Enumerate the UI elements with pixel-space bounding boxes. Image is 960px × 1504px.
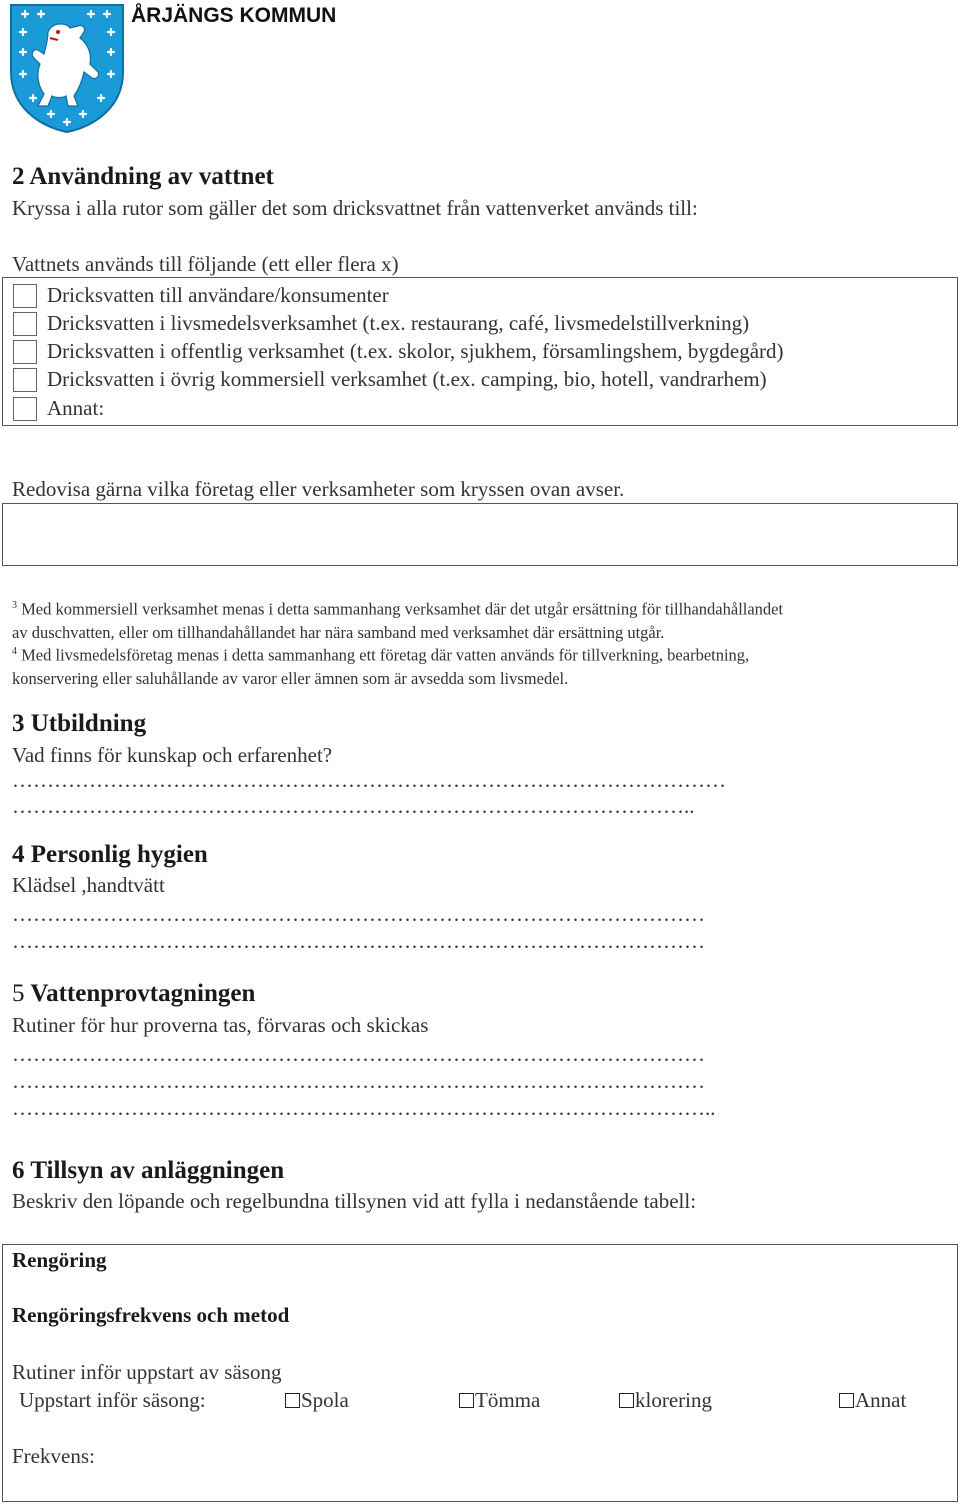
option-label: Spola <box>301 1388 349 1412</box>
section-number: 5 <box>12 980 25 1007</box>
section-title: Användning av vattnet <box>29 163 274 190</box>
section-number: 6 <box>12 1157 25 1184</box>
footnote-4 <box>12 640 749 690</box>
startup-option-spola[interactable] <box>285 1388 349 1413</box>
municipality-name: ÅRJÄNGS KOMMUN <box>131 4 337 27</box>
option-label: Dricksvatten i övrig kommersiell verksamhet (t.ex. camping, bio, hotell, vandrarhem) <box>47 367 767 391</box>
companies-prompt: Redovisa gärna vilka företag eller verksamheter som kryssen ovan avser. <box>12 477 625 501</box>
answer-line[interactable]: ………………………………………………………………………………………… <box>12 768 726 792</box>
option-label: Annat: <box>47 396 105 420</box>
startup-option-klorering[interactable] <box>619 1388 712 1413</box>
section-2-heading <box>12 163 274 191</box>
option-label: Dricksvatten i livsmedelsverksamhet (t.ex. restaurang, café, livsmedelstillverkning) <box>47 311 750 335</box>
section-4-question: Klädsel ,handtvätt <box>12 873 165 897</box>
companies-input[interactable] <box>2 503 958 566</box>
section-number: 4 <box>12 841 25 868</box>
coat-of-arms-logo <box>8 2 126 134</box>
section-title: Personlig hygien <box>30 841 208 868</box>
section-title: Vattenprovtagningen <box>30 980 256 1007</box>
checkbox[interactable] <box>285 1393 300 1408</box>
section-number: 2 <box>12 163 25 190</box>
answer-line[interactable]: …………………………………………………………………………………….. <box>12 794 695 818</box>
footnote-text-line1: Med livsmedelsföretag menas i detta sammanhang ett företag där vatten används för tillverkning, bearbetning, <box>21 645 750 665</box>
section-6-intro: Beskriv den löpande och regelbundna tillsynen vid att fylla i nedanstående tabell: <box>12 1189 697 1213</box>
answer-line[interactable]: ……………………………………………………………………………………… <box>12 1042 705 1066</box>
section-title: Tillsyn av anläggningen <box>30 1157 285 1184</box>
frequency-label: Frekvens: <box>12 1444 95 1468</box>
startup-option-tomma[interactable] <box>459 1388 540 1413</box>
section-6-heading <box>12 1157 284 1185</box>
footnote-3 <box>12 594 783 644</box>
routines-label: Rutiner inför uppstart av säsong <box>12 1360 282 1384</box>
option-label: Dricksvatten till användare/konsumenter <box>47 283 389 307</box>
cleaning-heading: Rengöring <box>12 1248 107 1272</box>
checkbox[interactable] <box>459 1393 474 1408</box>
footnote-mark: 3 <box>12 600 17 611</box>
answer-line[interactable]: ……………………………………………………………………………………….. <box>12 1096 716 1120</box>
checkbox[interactable] <box>13 312 37 336</box>
option-label: Tömma <box>475 1388 541 1412</box>
footnote-mark: 4 <box>12 646 17 657</box>
section-4-heading <box>12 841 208 869</box>
section-title: Utbildning <box>30 710 147 737</box>
option-label: Dricksvatten i offentlig verksamhet (t.ex. skolor, sjukhem, församlingshem, bygdegård) <box>47 339 784 363</box>
answer-line[interactable]: ……………………………………………………………………………………… <box>12 902 705 926</box>
usage-group-label: Vattnets används till följande (ett eller flera x) <box>12 252 399 276</box>
footnote-text-line2: av duschvatten, eller om tillhandahållandet har nära samband med verksamhet där ersättning utgår. <box>12 622 665 642</box>
startup-label: Uppstart inför säsong: <box>19 1388 206 1412</box>
answer-line[interactable]: ……………………………………………………………………………………… <box>12 1069 705 1093</box>
startup-option-annat[interactable] <box>839 1388 906 1413</box>
checkbox[interactable] <box>13 340 37 364</box>
section-2-intro: Kryssa i alla rutor som gäller det som dricksvattnet från vattenverket används till: <box>12 196 698 220</box>
section-number: 3 <box>12 710 25 737</box>
section-3-question: Vad finns för kunskap och erfarenhet? <box>12 743 333 767</box>
checkbox[interactable] <box>839 1393 854 1408</box>
section-5-heading <box>12 980 255 1008</box>
answer-line[interactable]: ……………………………………………………………………………………… <box>12 929 705 953</box>
checkbox[interactable] <box>13 284 37 308</box>
footnote-text-line1: Med kommersiell verksamhet menas i detta sammanhang verksamhet där det utgår ersättning för tillhandahållandet <box>21 599 784 619</box>
footnote-text-line2: konservering eller saluhållande av varor eller ämnen som är avsedda som livsmedel. <box>12 668 569 688</box>
option-label: klorering <box>635 1388 712 1412</box>
checkbox[interactable] <box>13 368 37 392</box>
checkbox[interactable] <box>13 397 37 421</box>
section-5-question: Rutiner för hur proverna tas, förvaras och skickas <box>12 1013 429 1037</box>
checkbox[interactable] <box>619 1393 634 1408</box>
option-label: Annat <box>855 1388 907 1412</box>
section-3-heading <box>12 710 146 738</box>
cleaning-frequency-heading: Rengöringsfrekvens och metod <box>12 1303 290 1327</box>
